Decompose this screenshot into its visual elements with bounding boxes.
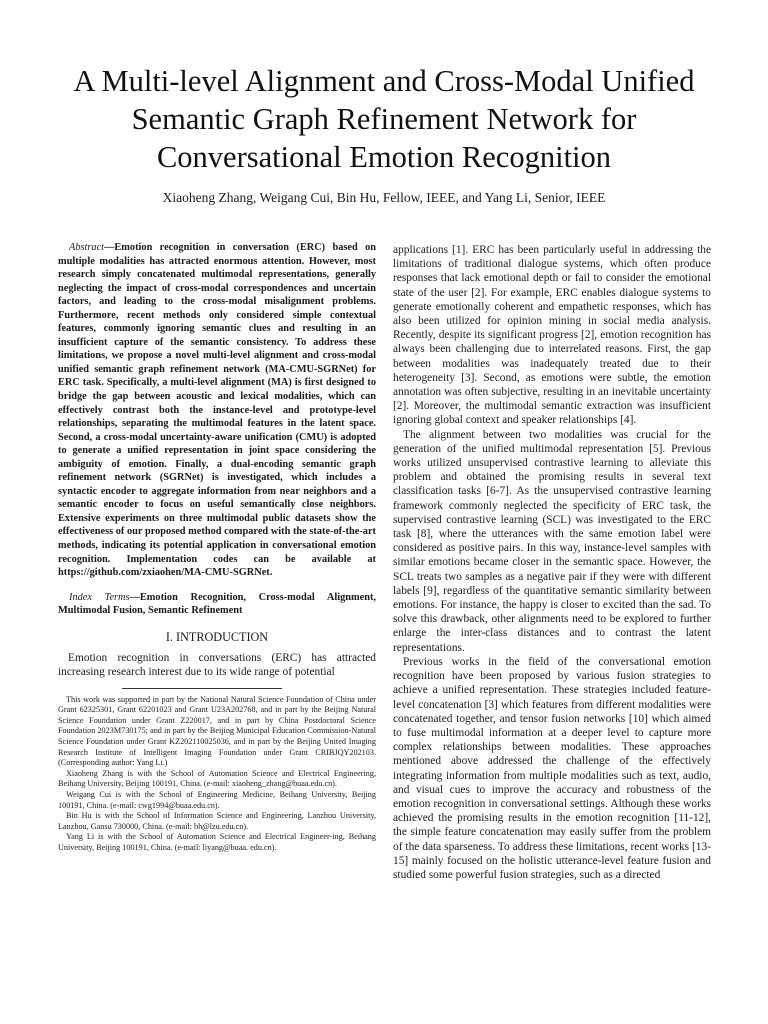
- footnote-author-li: Yang Li is with the School of Automation Science and Electrical Engineer-ing, Beihang University, Beijing 100191, China. (e-mail: liyang@buaa. edu.cn).: [58, 832, 376, 852]
- intro-paragraph: Emotion recognition in conversations (ERC) has attracted increasing research interest due to its wide range of potential: [58, 651, 376, 679]
- paper-title: A Multi-level Alignment and Cross-Modal Unified Semantic Graph Refinement Network for Conversational Emotion Recognition: [73, 64, 695, 174]
- footnote-author-cui: Weigang Cui is with the School of Engineering Medicine, Beihang University, Beijing 100191, China. (e-mail: cwg1994@buaa.edu.cn).: [58, 790, 376, 810]
- body-paragraph: applications [1]. ERC has been particularly useful in addressing the limitations of traditional dialogue systems, which often produce responses that lack emotional depth or fail to consider the emotional state of the user [2]. For example, ERC enables dialogue systems to generate emotionally coherent and empathetic responses, which has also been utilized for opinion mining in social media analysis. Recently, despite its significant progress [2], emotion recognition has always been challenging due to interrelated reasons. First, the gap between modalities was inadequately treated due to their heterogeneity [3]. Second, as emotions were subtle, the emotion annotation was often subjective, resulting in an inevitable uncertainty [2]. Moreover, the multimodal semantic extraction was insufficient ignoring global context and speaker relationships [4].: [393, 244, 711, 427]
- author-list: Xiaoheng Zhang, Weigang Cui, Bin Hu, Fellow, IEEE, and Yang Li, Senior, IEEE: [162, 190, 606, 205]
- abstract-text: —Emotion recognition in conversation (ERC) based on multiple modalities has attracted enormous attention. However, most research simply concatenated multimodal representations, generally neglecting the impact of cross-modal correspondences and uncertain factors, and leading to the cross-modal misalignment problems. Furthermore, recent methods only considered simple contextual features, commonly ignoring semantic clues and resulting in an insufficient capture of the semantic consistency. To address these limitations, we propose a novel multi-level alignment and cross-modal unified semantic graph refinement network (MA-CMU-SGRNet) for ERC task. Specifically, a multi-level alignment (MA) is first designed to bridge the gap between acoustic and lexical modalities, which can effectively contrast both the instance-level and prototype-level relationships, separating the multimodal features in the latent space. Second, a cross-modal uncertainty-aware unification (CMU) is adopted to generate a unified representation in joint space considering the ambiguity of emotion. Finally, a dual-encoding semantic graph refinement network (SGRNet) is investigated, which includes a syntactic encoder to aggregate information from near neighbors and a semantic encoder to focus on useful semantically close neighbors. Extensive experiments on three multimodal public datasets show the effectiveness of our proposed method compared with the state-of-the-art methods, indicating its potential application in conversational emotion recognition. Implementation codes can be available at https://github.com/zxiaohen/MA-CMU-SGRNet.: [58, 242, 376, 579]
- footnote-funding: This work was supported in part by the National Natural Science Foundation of China under Grant 62325301, Grant 62201023 and Grant U23A202768, and in part by the Beijing Natural Science Foundation under Grant Z220017, and in part by China Postdoctoral Science Foundation 2023M730175; and in part by the Beijing Municipal Education Commission-Natural Science Foundation under Grant KZ202110025036, and in part by the Beijing United Imaging Research Institute of Intelligent Imaging Foundation under Grant CRIBJQY202103. (Corresponding author: Yang Li.): [58, 694, 376, 768]
- index-terms-text: —Emotion Recognition, Cross-modal Alignment, Multimodal Fusion, Semantic Refinement: [58, 591, 376, 617]
- abstract: [58, 241, 376, 580]
- index-terms: [58, 591, 376, 618]
- abstract-lead: Abstract: [69, 242, 105, 253]
- left-column: [58, 241, 376, 854]
- footnote-author-zhang: Xiaoheng Zhang is with the School of Automation Science and Electrical Engineering, Beihang University, Beijing 100191, China. (e-mail: xiaoheng_zhang@buaa.edu.cn).: [58, 768, 376, 789]
- footnote-divider: [122, 688, 282, 689]
- section-heading-introduction: I. INTRODUCTION: [165, 629, 269, 644]
- body-paragraph: The alignment between two modalities was crucial for the generation of the unified multimodal representation [5]. Previous works utilized unsupervised contrastive learning to alleviate this problem and obtained the promising results in several text classification tasks [6-7]. As the unsupervised contrastive learning framework commonly neglected the specificity of ERC task, the supervised contrastive learning (SCL) was investigated to the ERC task [8], where the utterances with the same emotion label were considered as positive pairs. In this way, instance-level samples with similar emotions became closer in the semantic space. However, the SCL treats two samples as a negative pair if they were with different labels [9], regardless of the quantitative semantic similarity between emotions. For instance, the happy is closer to excited than the sad. To solve this drawback, other alignments need to be explored to further enlarge the inter-class distances and to contrast the latent representations.: [393, 428, 711, 654]
- index-terms-lead: Index Terms: [69, 591, 130, 603]
- right-column: [393, 243, 711, 882]
- body-paragraph: Previous works in the field of the conversational emotion recognition have been proposed by various fusion strategies to achieve a unified representation. These strategies included feature-level concatenation [3] which features from different modalities were concatenated together, and tensor fusion networks [10] which aimed to fuse multimodal information at a deeper level to capture more complex relationships between modalities. These approaches mentioned above addressed the challenge of the effectively integrating information from multiple modalities such as text, audio, and visual cues to improve the accuracy and robustness of the emotion recognition in conversational settings. Although these works achieved the promising results in the emotion recognition [11-12], the simple feature concatenation may easily suffer from the problem of the data sparseness. To address these limitations, recent works [13-15] mainly focused on the holistic utterance-level feature fusion and studied some powerful fusion strategies, such as a directed: [393, 655, 711, 881]
- footnote-author-hu: Bin Hu is with the School of Information Science and Engineering, Lanzhou University, Lanzhou, Gansu 730000, China. (e-mail: bh@lzu.edu.cn).: [58, 811, 376, 831]
